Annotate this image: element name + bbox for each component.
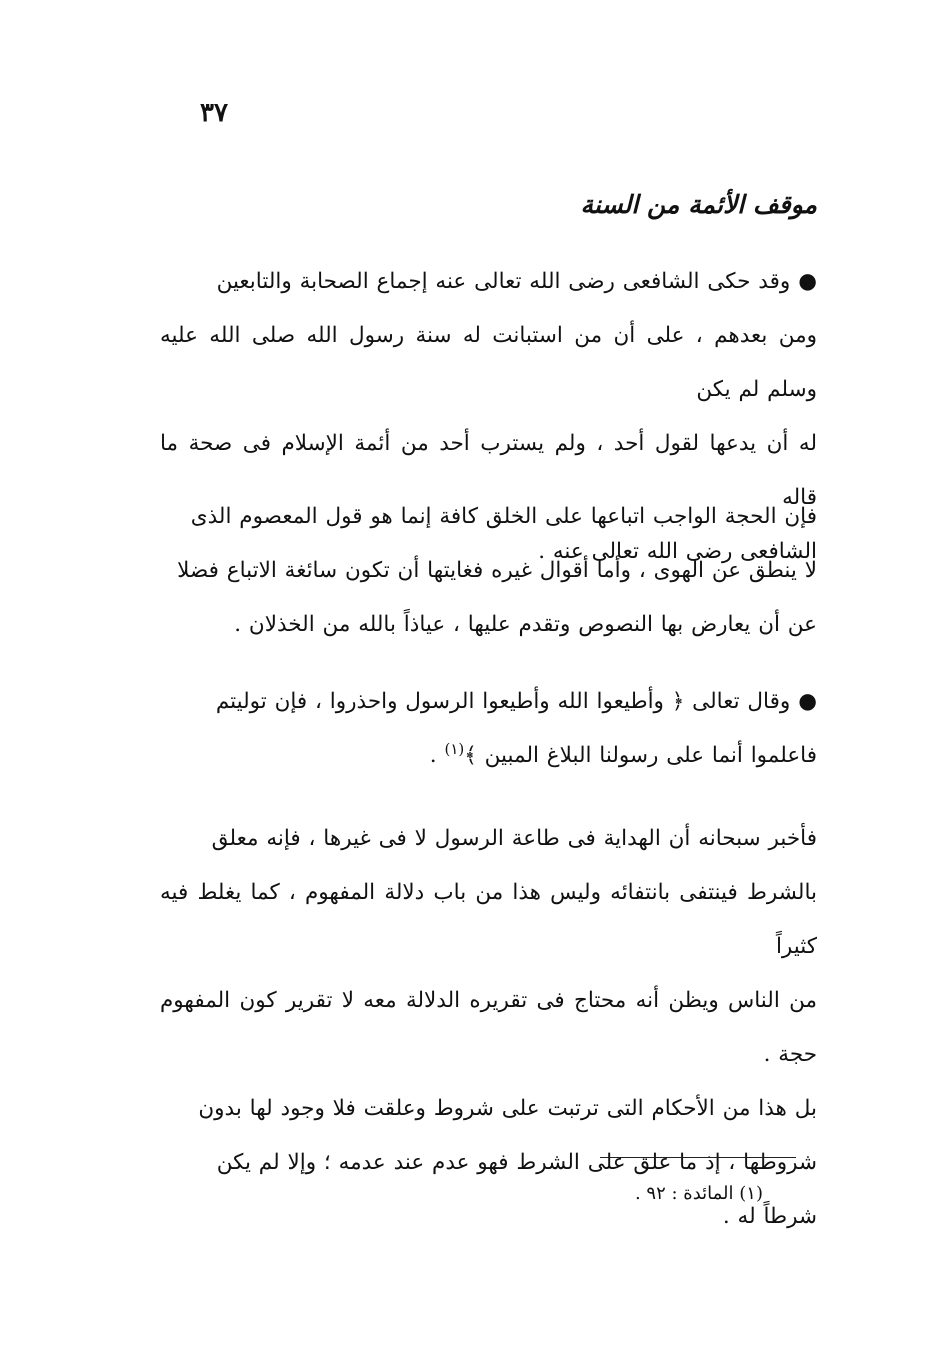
text-line: ومن بعدهم ، على أن من استبانت له سنة رسول الله صلى الله عليه وسلم لم يكن bbox=[160, 323, 817, 402]
text-line: فاعلموا أنما على رسولنا البلاغ المبين ﴾$^{(١)}$ . bbox=[429, 739, 817, 768]
text-line: لا ينطق عن الهوى ، وأما أقوال غيره فغايتها أن تكون سائغة الاتباع فضلا bbox=[177, 558, 817, 583]
text-line: فإن الحجة الواجب اتباعها على الخلق كافة إنما هو قول المعصوم الذى bbox=[190, 504, 817, 529]
text-line: من الناس ويظن أنه محتاج فى تقريره الدلالة معه لا تقرير كون المفهوم حجة . bbox=[160, 988, 817, 1067]
bullet-icon: ● bbox=[798, 269, 817, 294]
text-line: ●وقد حكى الشافعى رضى الله تعالى عنه إجماع الصحابة والتابعين bbox=[216, 269, 817, 294]
section-heading: موقف الأئمة من السنة bbox=[580, 190, 817, 219]
text-line: له أن يدعها لقول أحد ، ولم يسترب أحد من أئمة الإسلام فى صحة ما قاله bbox=[160, 431, 817, 510]
text-line: شرطاً له . bbox=[722, 1204, 817, 1229]
text-line: بل هذا من الأحكام التى ترتبت على شروط وعلقت فلا وجود لها بدون bbox=[198, 1096, 817, 1121]
text-line: شروطها ، إذ ما علق على الشرط فهو عدم عند عدمه ؛ وإلا لم يكن bbox=[216, 1150, 817, 1175]
paragraph-4 bbox=[160, 812, 817, 1244]
paragraph-2 bbox=[160, 490, 817, 652]
page-number: ٣٧ bbox=[200, 98, 228, 128]
footnote-divider bbox=[600, 1157, 796, 1158]
text-line: الشافعى رضى الله تعالى عنه . bbox=[538, 539, 817, 564]
text-line: ●وقال تعالى ﴿ وأطيعوا الله وأطيعوا الرسول واحذروا ، فإن توليتم bbox=[215, 689, 817, 714]
text-line: بالشرط فينتفى بانتفائه وليس هذا من باب دلالة المفهوم ، كما يغلط فيه كثيراً bbox=[160, 880, 817, 959]
paragraph-3 bbox=[160, 675, 817, 783]
footnote-marker: (١) bbox=[444, 739, 465, 758]
footnote: (١) المائدة : ٩٢ . bbox=[634, 1183, 763, 1204]
text-line: فأخبر سبحانه أن الهداية فى طاعة الرسول لا فى غيرها ، فإنه معلق bbox=[211, 826, 817, 851]
bullet-icon: ● bbox=[798, 689, 817, 714]
text-line: عن أن يعارض بها النصوص وتقدم عليها ، عياذاً بالله من الخذلان . bbox=[234, 612, 817, 637]
